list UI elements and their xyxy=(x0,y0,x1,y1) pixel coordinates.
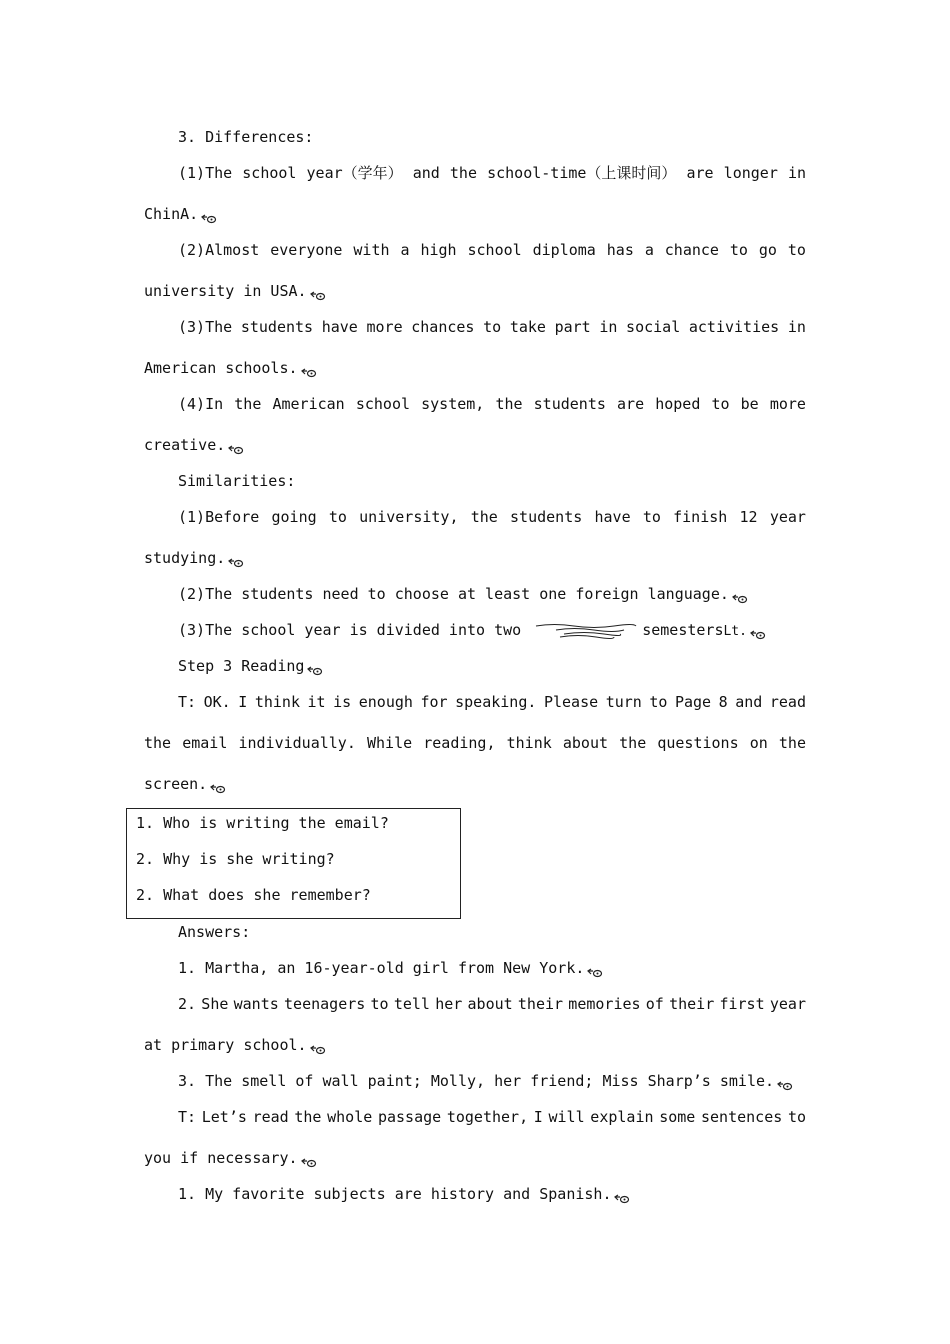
difference-2-text: university in USA. xyxy=(144,282,307,300)
question-3: 2. What does she remember? xyxy=(136,886,371,904)
word: about xyxy=(562,734,609,752)
teacher-explain-line-1 xyxy=(178,1107,806,1127)
word: high xyxy=(420,241,457,259)
word: together, xyxy=(446,1108,529,1126)
paragraph-mark-icon xyxy=(301,1153,317,1163)
wavy-lines-icon xyxy=(534,622,638,640)
word: students xyxy=(240,318,314,336)
difference-1-line-1 xyxy=(178,163,806,183)
similarity-2-text: (2)The students need to choose at least one foreign language. xyxy=(178,585,729,603)
word: in xyxy=(787,164,806,182)
similarities-heading: Similarities: xyxy=(178,472,296,490)
word: school xyxy=(355,395,411,413)
word: reading, xyxy=(423,734,496,752)
difference-1-text: ChinA. xyxy=(144,205,199,223)
word: of xyxy=(645,995,664,1013)
word: to xyxy=(649,693,668,711)
word: Page xyxy=(674,693,712,711)
word: school xyxy=(467,241,522,259)
word: (4)In xyxy=(178,395,224,413)
word: teenagers xyxy=(284,995,366,1013)
word: it xyxy=(307,693,326,711)
word: on xyxy=(749,734,768,752)
word: the xyxy=(144,734,172,752)
difference-2-line-2 xyxy=(144,281,326,301)
word: school xyxy=(242,164,297,182)
word: are xyxy=(686,164,714,182)
word: passage xyxy=(377,1108,442,1126)
word: students xyxy=(510,508,583,526)
difference-4-line-2 xyxy=(144,435,244,455)
word: whole xyxy=(327,1108,373,1126)
word: chance xyxy=(664,241,719,259)
word: speaking. xyxy=(455,693,537,711)
difference-2-line-1 xyxy=(178,240,806,260)
similarity-3 xyxy=(178,620,766,642)
word: social xyxy=(626,318,681,336)
word: 12 xyxy=(739,508,758,526)
difference-4-text: creative. xyxy=(144,436,226,454)
word: to xyxy=(483,318,502,336)
word: the xyxy=(234,395,262,413)
paragraph-mark-icon xyxy=(210,779,226,789)
word: the xyxy=(619,734,647,752)
word: for xyxy=(420,693,448,711)
word: first xyxy=(719,995,765,1013)
word: school-time（上课时间） xyxy=(487,164,677,182)
word: year xyxy=(769,508,806,526)
word: to xyxy=(711,395,730,413)
question-2: 2. Why is she writing? xyxy=(136,850,335,868)
teacher-line-3-text: screen. xyxy=(144,775,208,793)
word: chances xyxy=(411,318,475,336)
differences-heading: 3. Differences: xyxy=(178,128,314,146)
teacher-line-3 xyxy=(144,774,226,794)
word: a xyxy=(644,241,654,259)
word: their xyxy=(669,995,715,1013)
explain-item-1 xyxy=(178,1184,630,1204)
difference-3-text: American schools. xyxy=(144,359,298,377)
word: go xyxy=(758,241,777,259)
word: be xyxy=(740,395,759,413)
word: have xyxy=(321,318,358,336)
similarity-3-prefix: (3)The school year is divided into two xyxy=(178,621,522,639)
paragraph-mark-icon xyxy=(301,363,317,373)
paragraph-mark-icon xyxy=(310,1040,326,1050)
difference-4-line-1 xyxy=(178,394,806,414)
step-3-heading-text: Step 3 Reading xyxy=(178,657,305,675)
word: longer xyxy=(723,164,778,182)
word: She xyxy=(201,995,229,1013)
word: a xyxy=(400,241,410,259)
word: are xyxy=(617,395,645,413)
word: year xyxy=(769,995,806,1013)
word: the xyxy=(495,395,523,413)
word: her xyxy=(435,995,463,1013)
word: everyone xyxy=(270,241,343,259)
word: the xyxy=(778,734,806,752)
word: with xyxy=(353,241,390,259)
word: to xyxy=(787,1108,806,1126)
teacher-explain-text: you if necessary. xyxy=(144,1149,298,1167)
similarity-1-text: studying. xyxy=(144,549,226,567)
word: in xyxy=(599,318,618,336)
word: students xyxy=(533,395,606,413)
word: think xyxy=(506,734,552,752)
word: more xyxy=(769,395,806,413)
word: part xyxy=(554,318,591,336)
word: the xyxy=(294,1108,322,1126)
word: read xyxy=(252,1108,289,1126)
word: (1)The xyxy=(178,164,233,182)
explain-item-1-text: 1. My favorite subjects are history and Spanish. xyxy=(178,1185,612,1203)
paragraph-mark-icon xyxy=(777,1076,793,1086)
word: some xyxy=(659,1108,696,1126)
similarity-2 xyxy=(178,584,748,604)
word: (2)Almost xyxy=(178,241,260,259)
word: system, xyxy=(421,395,485,413)
word: about xyxy=(467,995,513,1013)
word: the xyxy=(449,164,477,182)
word: email xyxy=(182,734,228,752)
word: read xyxy=(769,693,806,711)
answer-3-text: 3. The smell of wall paint; Molly, her friend; Miss Sharp’s smile. xyxy=(178,1072,775,1090)
similarity-3-suffix: semesters xyxy=(642,621,724,639)
answer-1-text: 1. Martha, an 16-year-old girl from New York. xyxy=(178,959,585,977)
word: finish xyxy=(673,508,728,526)
question-1: 1. Who is writing the email? xyxy=(136,814,389,832)
word: hoped xyxy=(655,395,701,413)
answers-heading: Answers: xyxy=(178,923,251,941)
difference-1-line-2 xyxy=(144,204,217,224)
paragraph-mark-icon xyxy=(732,589,748,599)
answer-2-text: at primary school. xyxy=(144,1036,307,1054)
similarity-1-line-2 xyxy=(144,548,244,568)
word: will xyxy=(548,1108,585,1126)
word: to xyxy=(729,241,748,259)
word: (3)The xyxy=(178,318,233,336)
similarity-3-mark: Lt. xyxy=(723,624,747,639)
word: is xyxy=(333,693,352,711)
paragraph-mark-icon xyxy=(750,625,766,635)
paragraph-mark-icon xyxy=(307,661,323,671)
word: While xyxy=(366,734,413,752)
word: to xyxy=(328,508,347,526)
word: individually. xyxy=(238,734,356,752)
difference-3-line-2 xyxy=(144,358,317,378)
answer-2-line-1 xyxy=(178,994,806,1014)
similarity-1-line-1 xyxy=(178,507,806,527)
answer-3 xyxy=(178,1071,793,1091)
teacher-explain-line-2 xyxy=(144,1148,317,1168)
word: more xyxy=(366,318,403,336)
paragraph-mark-icon xyxy=(310,286,326,296)
word: OK. xyxy=(203,693,231,711)
word: (1)Before xyxy=(178,508,260,526)
word: take xyxy=(509,318,546,336)
paragraph-mark-icon xyxy=(201,209,217,219)
word: has xyxy=(606,241,634,259)
word: T: xyxy=(178,693,197,711)
word: to xyxy=(370,995,389,1013)
word: tell xyxy=(393,995,430,1013)
word: in xyxy=(787,318,806,336)
word: and xyxy=(735,693,763,711)
paragraph-mark-icon xyxy=(228,440,244,450)
word: I xyxy=(238,693,248,711)
word: American xyxy=(272,395,345,413)
word: memories xyxy=(568,995,641,1013)
word: Let’s xyxy=(201,1108,247,1126)
word: to xyxy=(642,508,661,526)
teacher-line-1 xyxy=(178,692,806,712)
word: 2. xyxy=(178,995,197,1013)
word: questions xyxy=(657,734,739,752)
word: T: xyxy=(178,1108,197,1126)
paragraph-mark-icon xyxy=(614,1189,630,1199)
word: and xyxy=(412,164,440,182)
paragraph-mark-icon xyxy=(228,553,244,563)
word: their xyxy=(517,995,564,1013)
questions-box xyxy=(126,808,461,919)
word: going xyxy=(271,508,317,526)
word: wants xyxy=(233,995,279,1013)
word: year（学年） xyxy=(306,164,403,182)
word: university, xyxy=(359,508,459,526)
word: enough xyxy=(358,693,413,711)
word: think xyxy=(254,693,300,711)
word: explain xyxy=(590,1108,654,1126)
word: 8 xyxy=(718,693,728,711)
word: turn xyxy=(605,693,642,711)
answer-2-line-2 xyxy=(144,1035,326,1055)
teacher-line-2 xyxy=(144,733,806,753)
word: diploma xyxy=(532,241,596,259)
word: to xyxy=(787,241,806,259)
step-3-heading xyxy=(178,656,323,676)
word: have xyxy=(594,508,631,526)
word: Please xyxy=(543,693,599,711)
word: sentences xyxy=(700,1108,783,1126)
word: the xyxy=(470,508,498,526)
paragraph-mark-icon xyxy=(587,963,603,973)
word: activities xyxy=(688,318,780,336)
difference-3-line-1 xyxy=(178,317,806,337)
word: I xyxy=(533,1108,543,1126)
answer-1 xyxy=(178,958,603,978)
